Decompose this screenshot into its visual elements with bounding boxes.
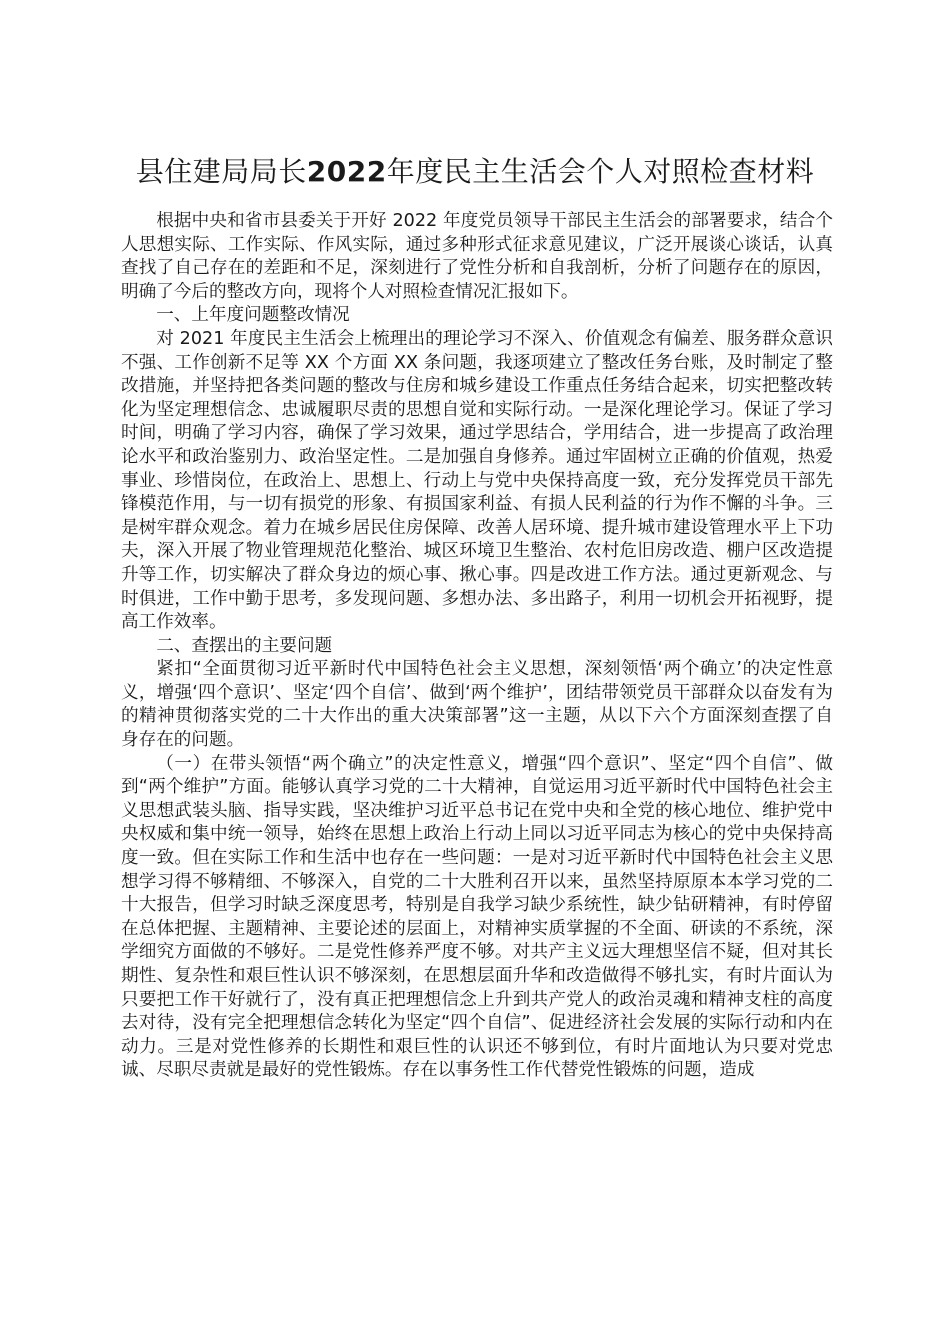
document-title — [0, 152, 950, 192]
section-heading-1: 一、上年度问题整改情况 — [156, 305, 350, 326]
section-2-intro-paragraph: 紧扣“全面贯彻习近平新时代中国特色社会主义思想，深刻领悟‘两个确立’的决定性意义，增强‘四个意识’、坚定‘四个自信’、做到‘两个维护’，团结带领党员干部群众以奋发有为的精神贯彻落实党的二十大作出的重大决策部署”这一主题，从以下六个方面深刻查摆了自身存在的问题。 — [121, 659, 833, 751]
title-year: 2022 — [306, 155, 387, 188]
section-1-paragraph: 对 2021 年度民主生活会上梳理出的理论学习不深入、价值观念有偏差、服务群众意识不强、工作创新不足等 XX 个方面 XX 条问题，我逐项建立了整改任务台账，及时制定了整改措施，并坚持把各类问题的整改与住房和城乡建设工作重点任务结合起来，切实把整改转化为坚定理想信念、忠诚履职尽责的思想自觉和实际行动。一是深化理论学习。保证了学习时间，明确了学习内容，确保了学习效果，通过学思结合，学用结合，进一步提高了政治理论水平和政治鉴别力、政治坚定性。二是加强自身修养。通过牢固树立正确的价值观，热爱事业、珍惜岗位，在政治上、思想上、行动上与党中央保持高度一致，充分发挥党员干部先锋模范作用，与一切有损党的形象、有损国家利益、有损人民利益的行为作不懈的斗争。三是树牢群众观念。着力在城乡居民住房保障、改善人居环境、提升城市建设管理水平上下功夫，深入开展了物业管理规范化整治、城区环境卫生整治、农村危旧房改造、棚户区改造提升等工作，切实解决了群众身边的烦心事、揪心事。四是改进工作方法。通过更新观念、与时俱进，工作中勤于思考，多发现问题、多想办法、多出路子，利用一切机会开拓视野，提高工作效率。 — [121, 328, 833, 633]
title-prefix: 县住建局局长 — [135, 155, 307, 188]
title-suffix: 年度民主生活会个人对照检查材料 — [386, 155, 815, 188]
document-body — [121, 210, 833, 1083]
section-heading-2: 二、查摆出的主要问题 — [156, 635, 333, 656]
section-2-item-1-paragraph: （一）在带头领悟“两个确立”的决定性意义，增强“四个意识”、坚定“四个自信”、做到“两个维护”方面。能够认真学习党的二十大精神，自觉运用习近平新时代中国特色社会主义思想武装头脑、指导实践，坚决维护习近平总书记在党中央和全党的核心地位、维护党中央权威和集中统一领导，始终在思想上政治上行动上同以习近平同志为核心的党中央保持高度一致。但在实际工作和生活中也存在一些问题：一是对习近平新时代中国特色社会主义思想学习得不够精细、不够深入，自党的二十大胜利召开以来，虽然坚持原原本本学习党的二十大报告，但学习时缺乏深度思考，特别是自我学习缺少系统性，缺少钻研精神，有时停留在总体把握、主题精神、主要论述的层面上，对精神实质掌握的不全面、研读的不系统，深学细究方面做的不够好。二是党性修养严度不够。对共产主义远大理想坚信不疑，但对其长期性、复杂性和艰巨性认识不够深刻，在思想层面升华和改造做得不够扎实，有时片面认为只要把工作干好就行了，没有真正把理想信念上升到共产党人的政治灵魂和精神支柱的高度去对待，没有完全把理想信念转化为坚定“四个自信”、促进经济社会发展的实际行动和内在动力。三是对党性修养的长期性和艰巨性的认识还不够到位，有时片面地认为只要对党忠诚、尽职尽责就是最好的党性锻炼。存在以事务性工作代替党性锻炼的问题，造成 — [121, 753, 833, 1081]
intro-paragraph: 根据中央和省市县委关于开好 2022 年度党员领导干部民主生活会的部署要求，结合个人思想实际、工作实际、作风实际，通过多种形式征求意见建议，广泛开展谈心谈话，认真查找了自己存在的差距和不足，深刻进行了党性分析和自我剖析，分析了问题存在的原因，明确了今后的整改方向，现将个人对照检查情况汇报如下。 — [121, 211, 833, 302]
